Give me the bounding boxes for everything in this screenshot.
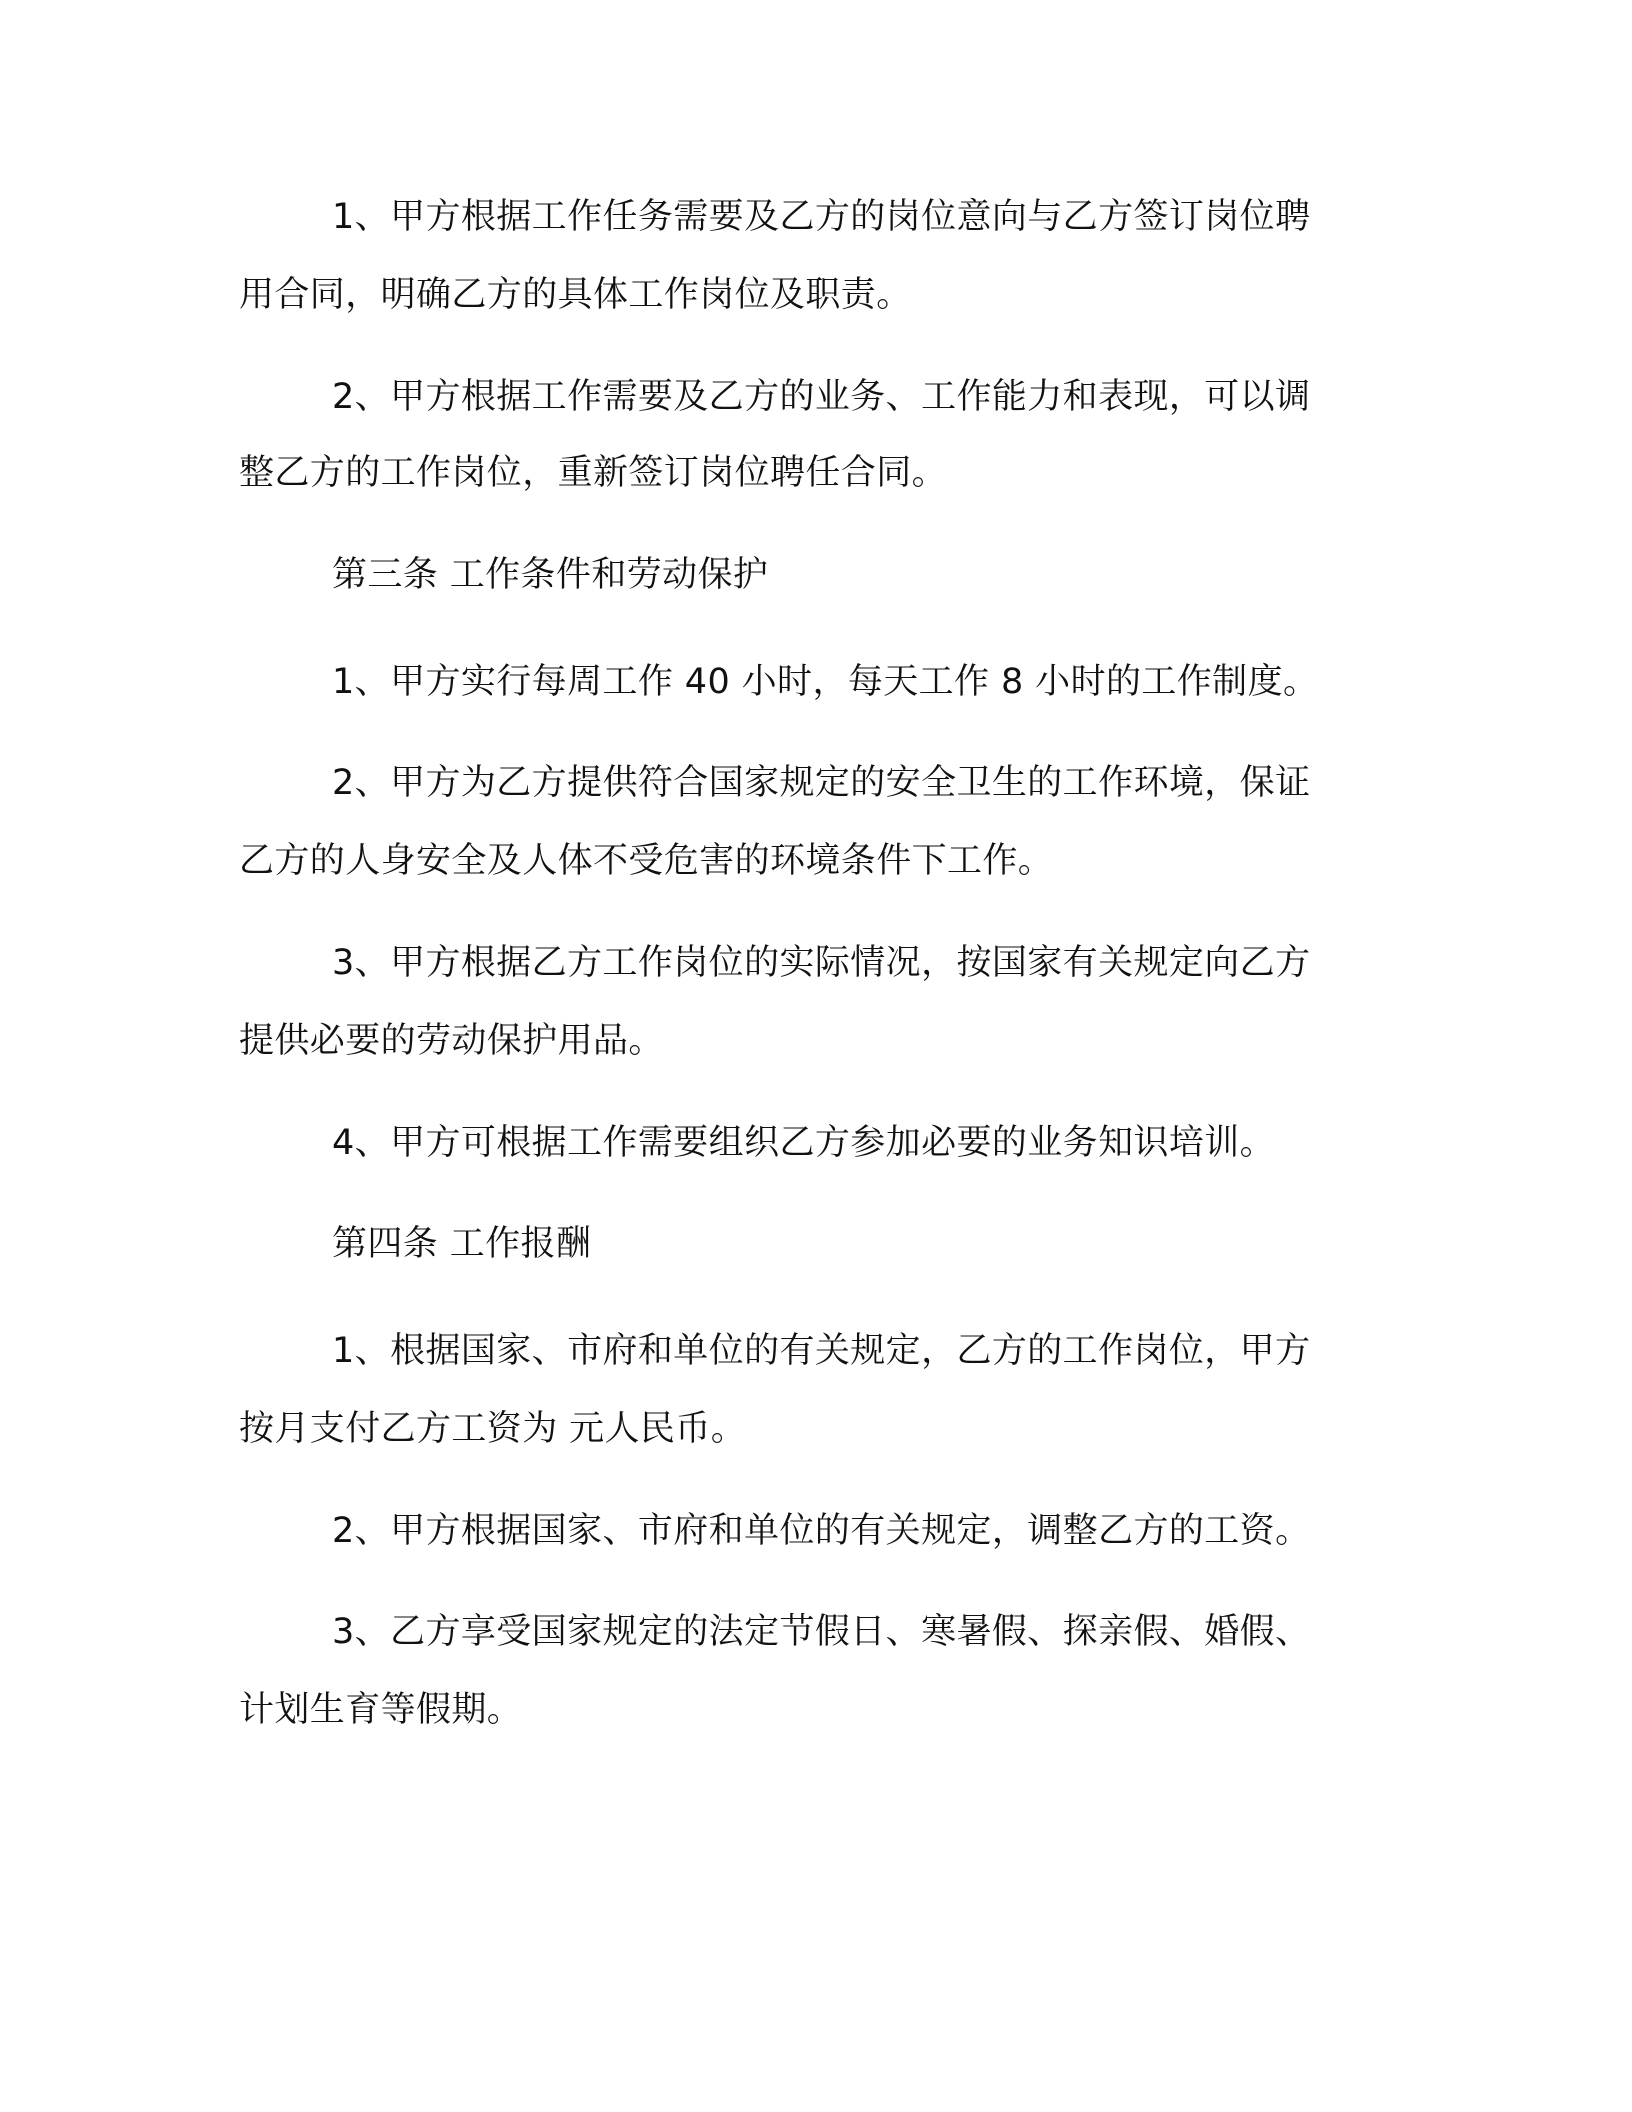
- paragraph-5-line-1: 2、甲方为乙方提供符合国家规定的安全卫生的工作环境，保证: [332, 763, 1311, 803]
- paragraph-6-line-2: 提供必要的劳动保护用品。: [239, 1021, 664, 1061]
- paragraph-2-line-1: 2、甲方根据工作需要及乙方的业务、工作能力和表现，可以调: [332, 377, 1311, 417]
- paragraph-11-line-2: 计划生育等假期。: [239, 1690, 523, 1730]
- paragraph-5-line-2: 乙方的人身安全及人体不受危害的环境条件下工作。: [239, 841, 1054, 881]
- paragraph-9-line-2: 按月支付乙方工资为 元人民币。: [239, 1409, 747, 1449]
- paragraph-10-line-1: 2、甲方根据国家、市府和单位的有关规定，调整乙方的工资。: [332, 1511, 1311, 1551]
- paragraph-7-line-1: 4、甲方可根据工作需要组织乙方参加必要的业务知识培训。: [332, 1123, 1276, 1163]
- section-heading-3: 第三条 工作条件和劳动保护: [332, 555, 769, 595]
- section-heading-4: 第四条 工作报酬: [332, 1224, 592, 1264]
- paragraph-1-line-2: 用合同，明确乙方的具体工作岗位及职责。: [239, 275, 912, 315]
- paragraph-6-line-1: 3、甲方根据乙方工作岗位的实际情况，按国家有关规定向乙方: [332, 943, 1311, 983]
- paragraph-11-line-1: 3、乙方享受国家规定的法定节假日、寒暑假、探亲假、婚假、: [332, 1612, 1311, 1652]
- paragraph-9-line-1: 1、根据国家、市府和单位的有关规定，乙方的工作岗位，甲方: [332, 1331, 1311, 1371]
- paragraph-2-line-2: 整乙方的工作岗位，重新签订岗位聘任合同。: [239, 453, 948, 493]
- paragraph-4-line-1: 1、甲方实行每周工作 40 小时，每天工作 8 小时的工作制度。: [332, 662, 1319, 702]
- paragraph-1-line-1: 1、甲方根据工作任务需要及乙方的岗位意向与乙方签订岗位聘: [332, 197, 1311, 237]
